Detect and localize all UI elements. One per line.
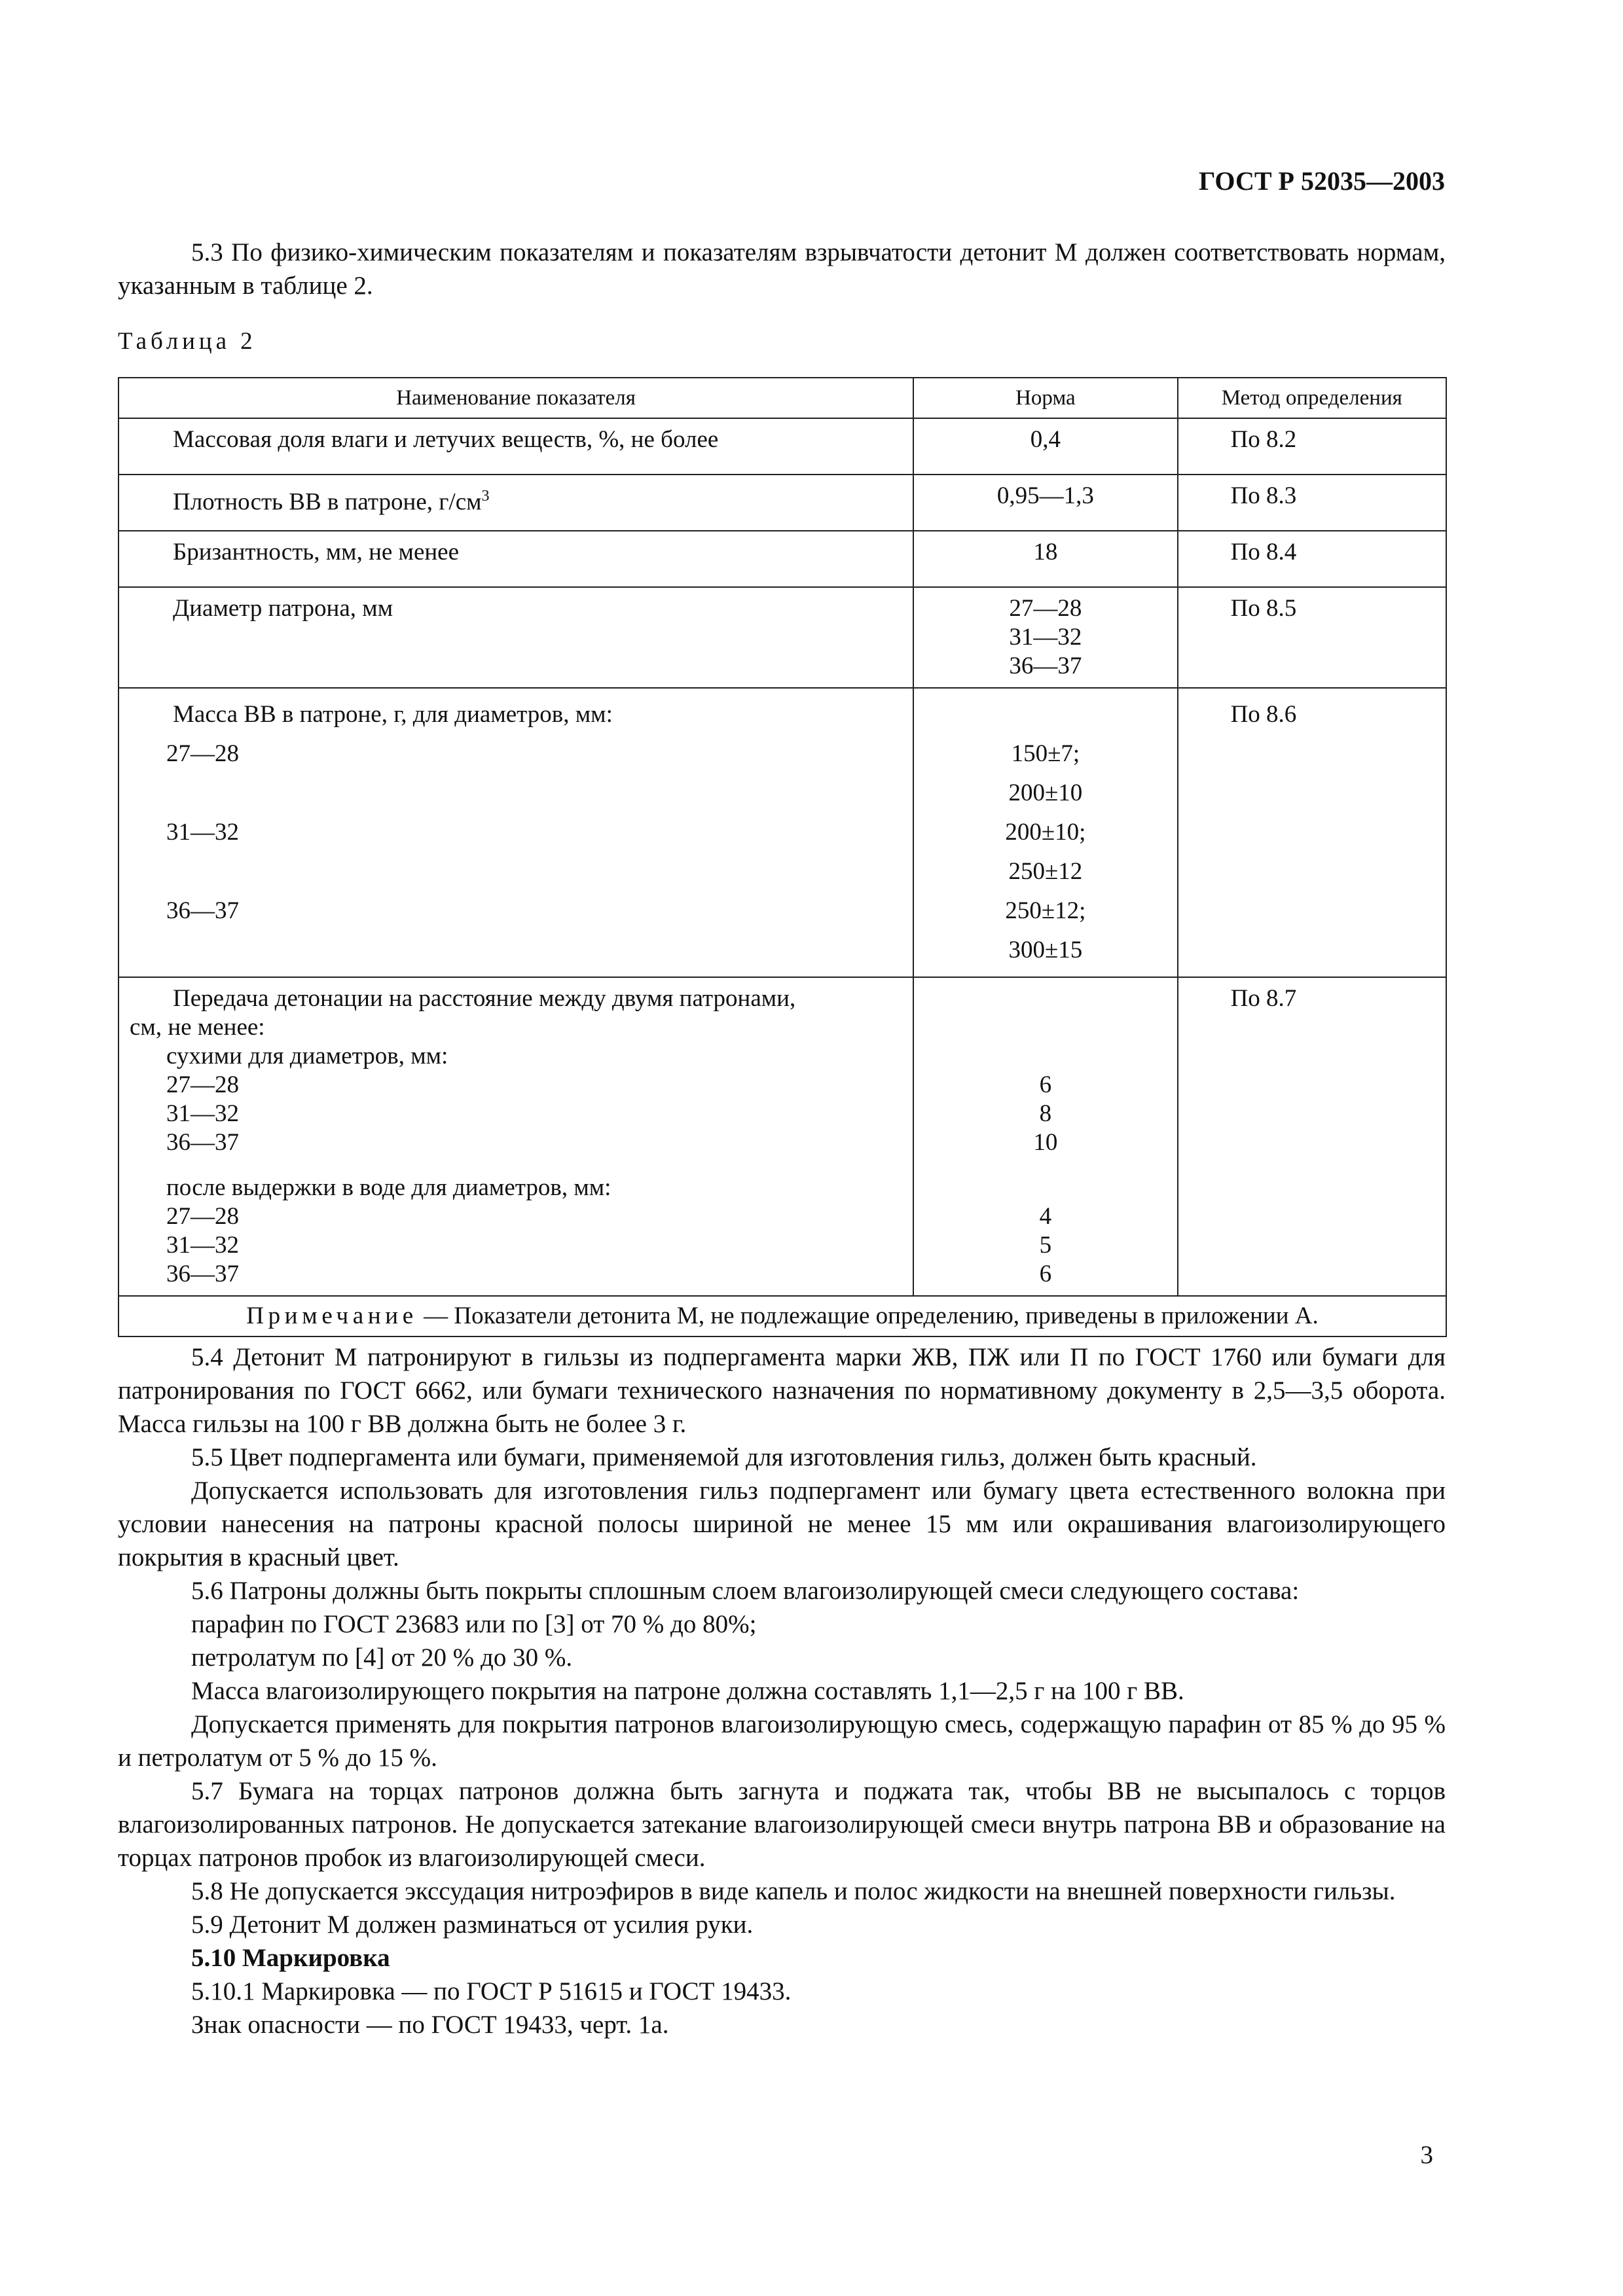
row-norm: 31—32 [1009,624,1082,651]
paragraph-5-7: 5.7 Бумага на торцах патронов должна быть загнута и поджата так, чтобы ВВ не высыпалось с торцов влагоизолированных патронов. Не допускается затекание влагоизолирующей смеси внутрь патрона ВВ и образование на торцах патронов пробок из влагоизолирующей смеси. [118,1777,1446,1872]
sub-label: 31—32 [166,819,239,846]
row-norm: 0,95—1,3 [913,475,1177,531]
paragraph-5-4: 5.4 Детонит М патронируют в гильзы из подпергамента марки ЖВ, ПЖ или П по ГОСТ 1760 или бумаги для патронирования по ГОСТ 6662, или бумаги технического назначения по нормативному документу в 2,5—3,5 оборота. Масса гильзы на 100 г ВВ должна быть не более 3 г. [118,1343,1446,1438]
paragraph-5-6: 5.6 Патроны должны быть покрыты сплошным слоем влагоизолирующей смеси следующего состава: [191,1577,1300,1605]
sub-value: 200±10 [1008,780,1083,806]
table-row [119,418,1446,475]
group-label: 31—32 [166,1100,239,1127]
row-norm: 27—28 [1009,595,1082,622]
row-method: По 8.6 [1178,688,1446,977]
paragraph-5-6-allowed: Допускается применять для покрытия патронов влагоизолирующую смесь, содержащую парафин от 85 % до 95 % и петролатум от 5 % до 15 %. [118,1710,1446,1772]
table-note-row [119,1296,1446,1336]
intro-paragraph: 5.3 По физико-химическим показателям и показателям взрывчатости детонит М должен соответствовать нормам, указанным в таблице 2. [118,238,1446,300]
sub-value: 250±12; [1005,897,1086,924]
column-header-norm: Норма [913,378,1177,418]
sub-label: 27—28 [166,740,239,767]
group-value: 4 [1039,1203,1052,1230]
properties-table [118,377,1447,1337]
group-value: 5 [1039,1232,1052,1259]
paragraph-5-10-1: 5.10.1 Маркировка — по ГОСТ Р 51615 и ГОСТ 19433. [191,1977,792,2005]
row-method: По 8.7 [1178,977,1446,1296]
table-row [119,475,1446,531]
table-row [119,688,1446,977]
table-caption: Таблица 2 [118,328,257,355]
body-text [118,1340,1446,2041]
sub-label: 36—37 [166,897,239,924]
table-row [119,531,1446,587]
table-header-row [119,378,1446,418]
group-value: 8 [1039,1100,1052,1127]
superscript: 3 [481,488,490,505]
paragraph-5-9: 5.9 Детонит М должен разминаться от усилия руки. [191,1910,754,1939]
section-heading-5-10: 5.10 Маркировка [191,1944,390,1972]
note-label: Примечание [246,1302,418,1329]
group-label: 31—32 [166,1232,239,1259]
group-label: 36—37 [166,1129,239,1156]
column-header-name: Наименование показателя [119,378,913,418]
row-method: По 8.4 [1178,531,1446,587]
row-method: По 8.2 [1178,418,1446,475]
table-row [119,977,1446,1296]
paragraph-5-6-item: парафин по ГОСТ 23683 или по [3] от 70 % до 80%; [191,1610,757,1638]
sub-value: 250±12 [1008,858,1083,885]
intro-paragraph-block [118,236,1446,302]
row-name [119,482,913,516]
group-title: сухими для диаметров, мм: [166,1043,448,1069]
row-name-text: Плотность ВВ в патроне, г/см [173,488,482,516]
group-value: 6 [1039,1071,1052,1098]
page-number: 3 [1420,2141,1433,2169]
row-name: Масса ВВ в патроне, г, для диаметров, мм: [173,701,613,728]
row-method: По 8.3 [1178,475,1446,531]
column-header-method: Метод определения [1178,378,1446,418]
table-row [119,587,1446,688]
group-label: 36—37 [166,1261,239,1287]
row-norm: 18 [913,531,1177,587]
paragraph-5-5: 5.5 Цвет подпергамента или бумаги, применяемой для изготовления гильз, должен быть красный. [191,1443,1257,1471]
row-norm: 0,4 [913,418,1177,475]
row-name: Диаметр патрона, мм [173,595,393,622]
paragraph-5-6-mass: Масса влагоизолирующего покрытия на патроне должна составлять 1,1—2,5 г на 100 г ВВ. [191,1677,1184,1705]
row-norm: 36—37 [1009,653,1082,679]
row-name-line: см, не менее: [130,1014,265,1041]
group-value: 10 [1033,1129,1058,1156]
paragraph-5-5-cont: Допускается использовать для изготовления гильз подпергамент или бумагу цвета естественного волокна при условии нанесения на патроны красной полосы шириной не менее 15 мм или окрашивания влагоизолирующего покрытия в красный цвет. [118,1477,1446,1571]
group-label: 27—28 [166,1071,239,1098]
note-text: — Показатели детонита М, не подлежащие определению, приведены в приложении А. [417,1302,1319,1329]
group-title: после выдержки в воде для диаметров, мм: [166,1174,611,1201]
sub-value: 150±7; [1011,740,1080,767]
sub-value: 200±10; [1005,819,1086,846]
sub-value: 300±15 [1008,937,1083,963]
document-code-header: ГОСТ Р 52035—2003 [1198,166,1445,196]
row-method: По 8.5 [1178,587,1446,688]
group-value: 6 [1039,1261,1052,1287]
group-label: 27—28 [166,1203,239,1230]
row-name: Массовая доля влаги и летучих веществ, %, не более [173,426,719,453]
paragraph-5-10-1-sign: Знак опасности — по ГОСТ 19433, черт. 1а. [191,2011,669,2039]
row-name: Бризантность, мм, не менее [173,539,460,565]
paragraph-5-8: 5.8 Не допускается экссудация нитроэфиров в виде капель и полос жидкости на внешней поверхности гильзы. [191,1877,1396,1905]
row-name-line: Передача детонации на расстояние между двумя патронами, [173,985,796,1012]
paragraph-5-6-item: петролатум по [4] от 20 % до 30 %. [191,1643,573,1672]
